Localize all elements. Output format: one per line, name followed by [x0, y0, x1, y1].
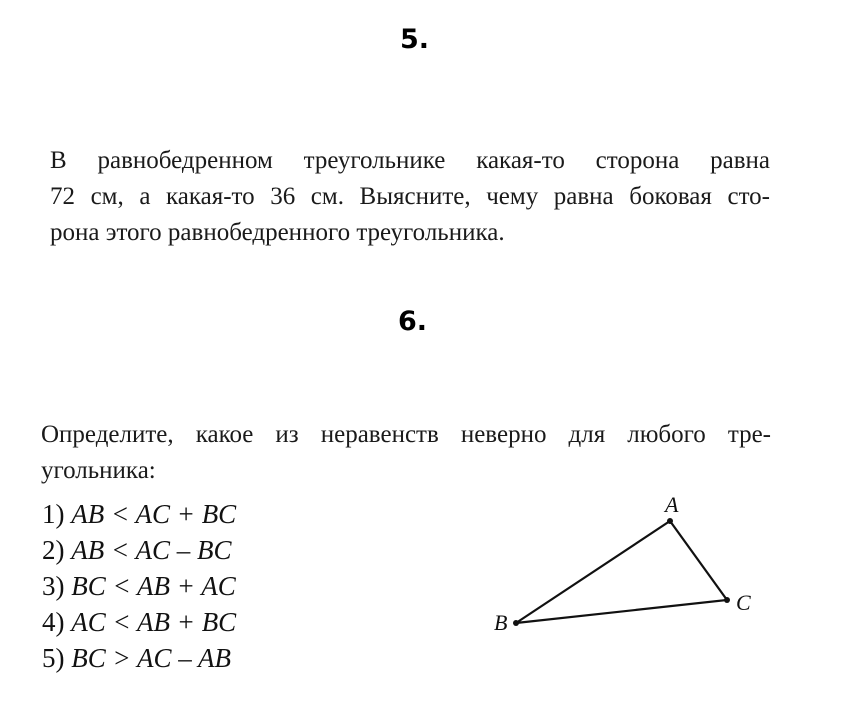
problem-6-line-1: Определите, какое из неравенств неверно для любого тре- [41, 421, 771, 448]
problem-5-line-3: рона этого равнобедренного треугольника. [50, 219, 505, 246]
problem-6-line-2: угольника: [41, 457, 156, 484]
option-4-expression: AC < AB + BC [71, 607, 237, 637]
problem-5-line-1: В равнобедренном треугольнике какая-то сторона равна [50, 147, 770, 174]
problem-5-number: 5. [400, 24, 430, 55]
option-4-number: 4) [42, 607, 65, 637]
option-5 [42, 640, 236, 676]
triangle-outline [516, 521, 727, 623]
vertex-c-point [724, 597, 730, 603]
option-4 [42, 604, 236, 640]
option-1-expression: AB < AC + BC [71, 499, 237, 529]
option-5-expression: BC > AC – AB [71, 643, 231, 673]
problem-6-number: 6. [398, 306, 428, 337]
option-5-number: 5) [42, 643, 65, 673]
problem-5-line-2: 72 см, а какая-то 36 см. Выясните, чему равна боковая сто- [50, 183, 770, 210]
option-2 [42, 532, 236, 568]
answer-options [42, 496, 236, 676]
option-2-expression: AB < AC – BC [71, 535, 232, 565]
vertex-b-point [513, 620, 519, 626]
option-1-number: 1) [42, 499, 65, 529]
vertex-c-label: C [736, 590, 751, 615]
option-1 [42, 496, 236, 532]
option-3-expression: BC < AB + AC [71, 571, 236, 601]
vertex-b-label: B [494, 610, 508, 635]
option-2-number: 2) [42, 535, 65, 565]
vertex-a-point [667, 518, 673, 524]
triangle-figure [480, 490, 780, 650]
problem-5-text [50, 143, 770, 251]
problem-6-text [41, 417, 771, 489]
option-3-number: 3) [42, 571, 65, 601]
vertex-a-label: A [665, 492, 679, 517]
option-3 [42, 568, 236, 604]
